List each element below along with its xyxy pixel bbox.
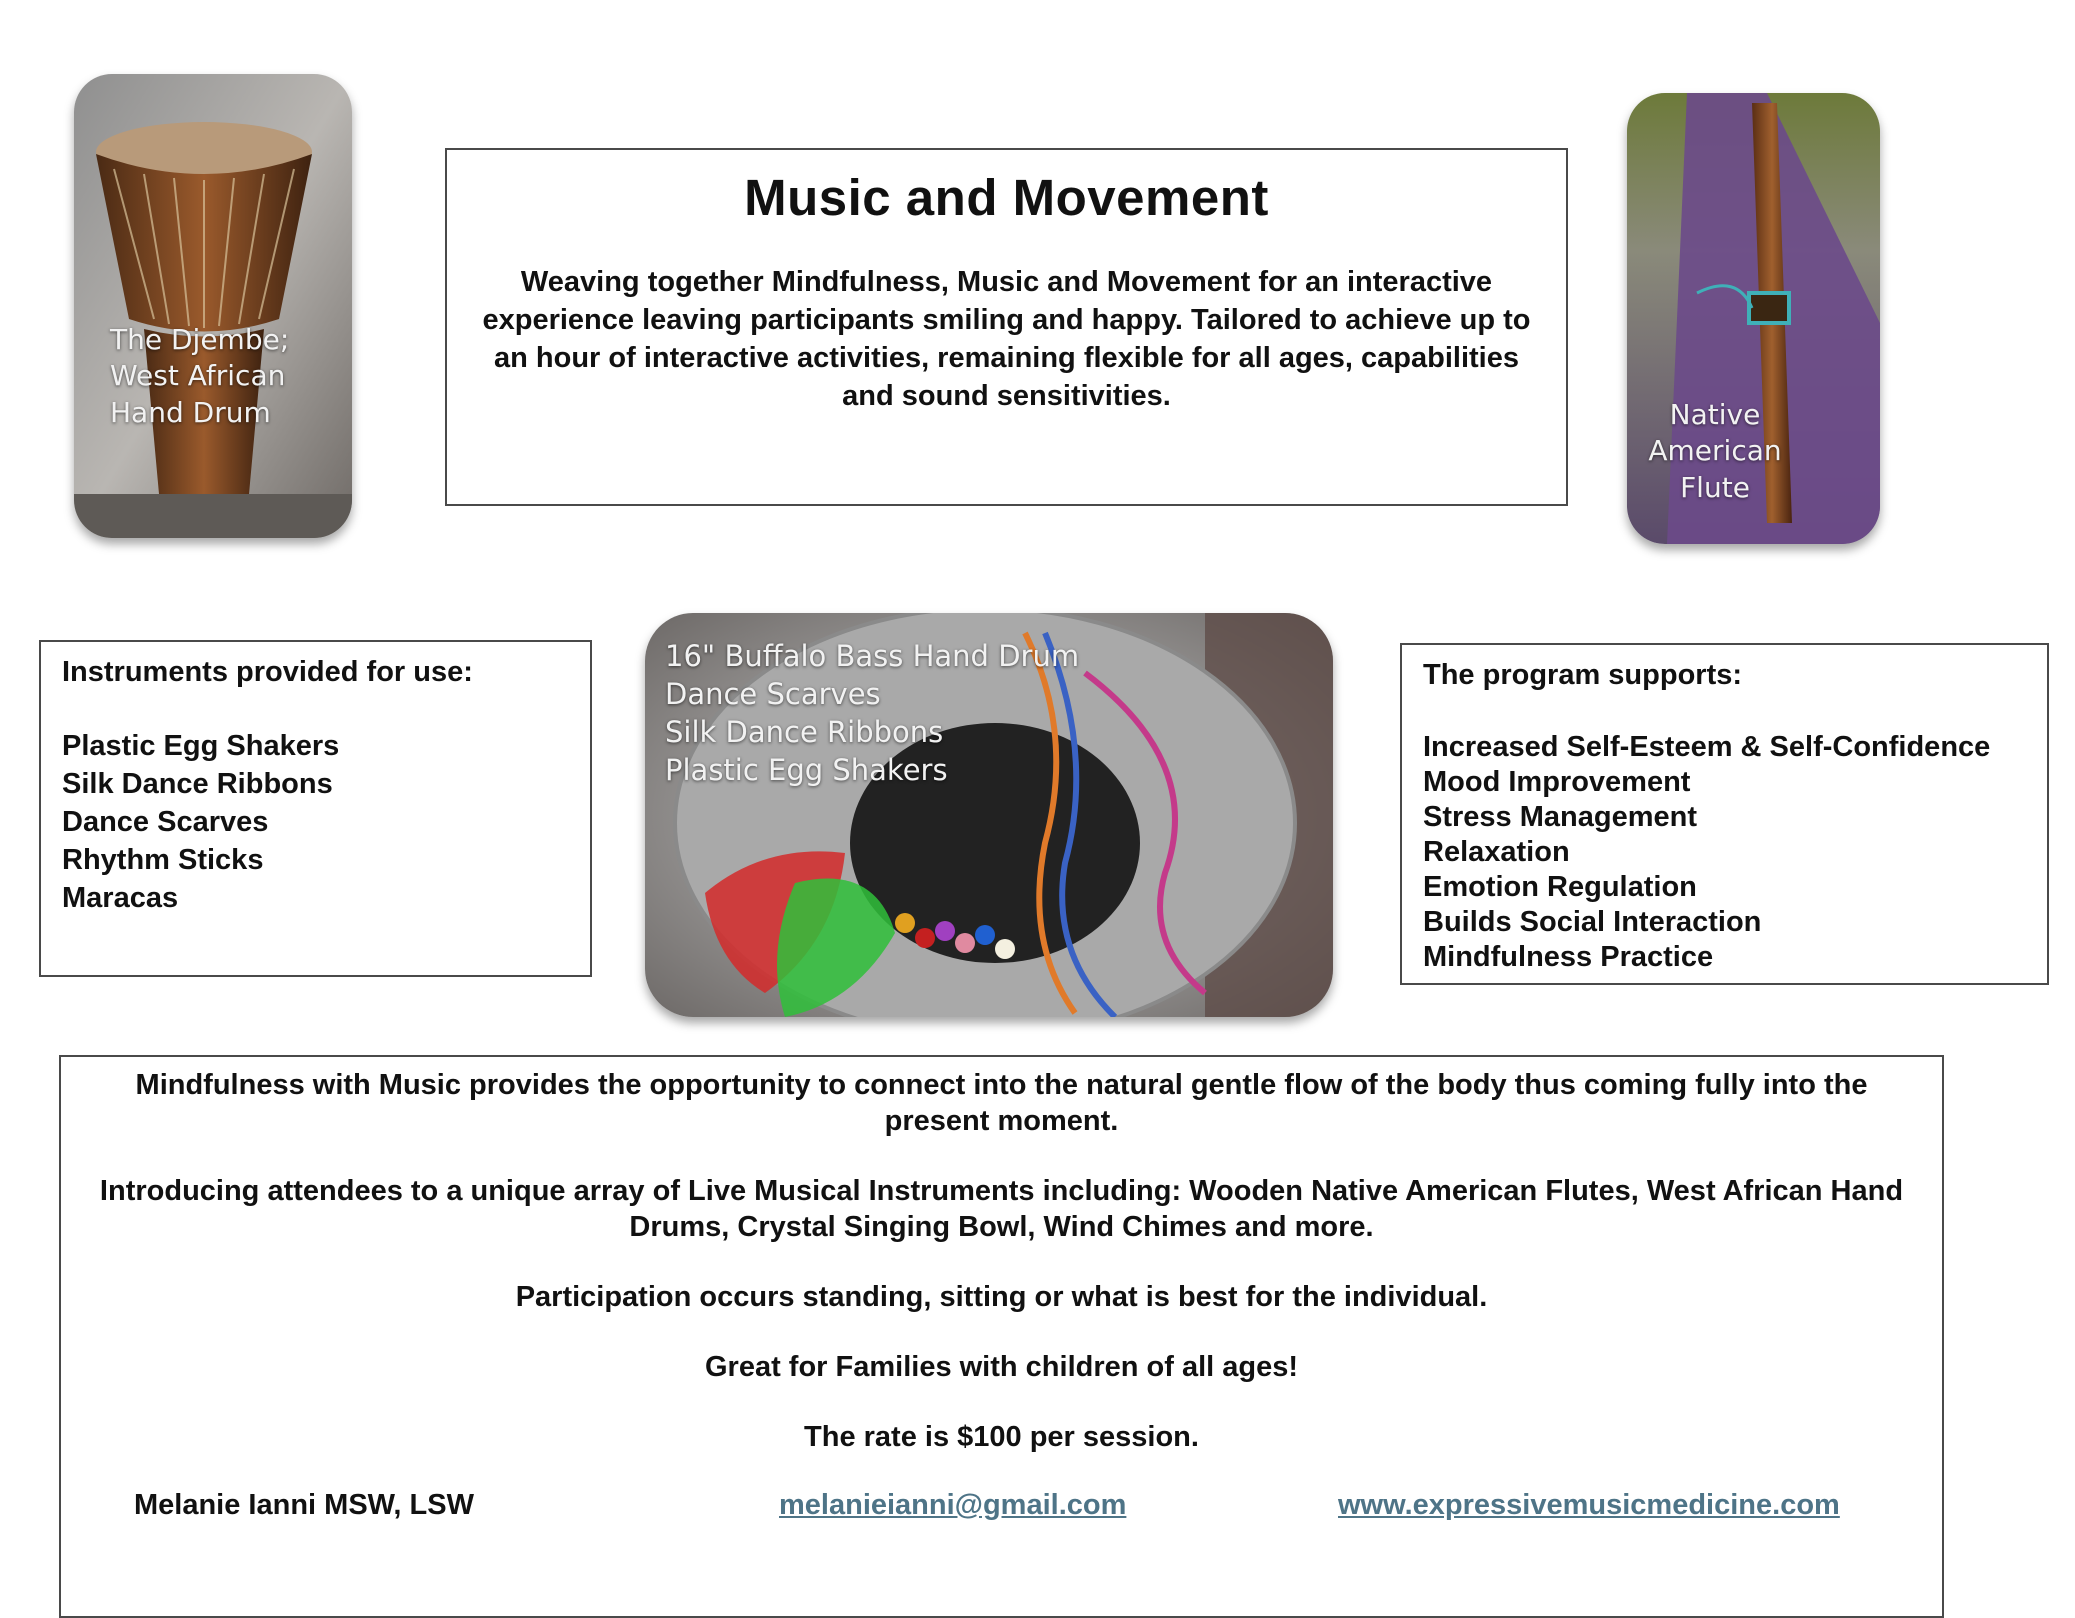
info-paragraph-participation: Participation occurs standing, sitting or what is best for the individual. <box>515 1281 1488 1313</box>
instruments-heading: Instruments provided for use: <box>62 656 473 688</box>
buffalo-drum-photo <box>645 613 1333 1017</box>
info-paragraph-instruments: Introducing attendees to a unique array of Live Musical Instruments including: Wooden Native American Flutes, West African Hand Drums, Crystal Singing Bowl, Wind Chimes and more. <box>99 1175 1904 1243</box>
buffalo-caption-line: Silk Dance Ribbons <box>665 715 944 749</box>
supports-list <box>1423 730 2047 975</box>
list-item: Relaxation <box>1423 836 1570 868</box>
supports-box <box>1400 643 2049 985</box>
list-item: Emotion Regulation <box>1423 871 1697 903</box>
list-item: Increased Self-Esteem & Self-Confidence <box>1423 731 1991 763</box>
instruments-box <box>39 640 592 977</box>
list-item: Maracas <box>62 882 179 914</box>
title-box <box>445 148 1568 506</box>
website-link[interactable]: www.expressivemusicmedicine.com <box>1338 1489 1840 1521</box>
buffalo-drum-caption <box>665 637 1079 789</box>
list-item: Rhythm Sticks <box>62 844 264 876</box>
intro-text: Weaving together Mindfulness, Music and Movement for an interactive experience leaving participants smiling and happy. Tailored to achieve up to an hour of interactive activities, remaining flexible for all ages, capabilities and sound sensitivities. <box>482 266 1531 412</box>
list-item: Dance Scarves <box>62 806 269 838</box>
info-paragraph-families: Great for Families with children of all ages! <box>704 1351 1299 1383</box>
flute-photo <box>1627 93 1880 544</box>
instruments-list <box>62 727 590 917</box>
info-paragraph-rate: The rate is $100 per session. <box>804 1421 1199 1453</box>
list-item: Silk Dance Ribbons <box>62 768 333 800</box>
djembe-photo <box>74 74 352 538</box>
info-paragraph-mindfulness: Mindfulness with Music provides the opportunity to connect into the natural gentle flow of the body thus coming fully into the present moment. <box>135 1069 1868 1137</box>
buffalo-caption-line: Plastic Egg Shakers <box>665 753 948 787</box>
flute-caption-line: Native <box>1669 398 1761 431</box>
flute-caption-line: Flute <box>1680 470 1750 504</box>
flute-caption-line: American <box>1648 434 1782 468</box>
list-item: Plastic Egg Shakers <box>62 730 340 762</box>
djembe-caption-line: West African <box>110 359 286 393</box>
list-item: Stress Management <box>1423 801 1697 833</box>
email-link[interactable]: melanieianni@gmail.com <box>779 1489 1127 1521</box>
flute-caption <box>1645 397 1785 506</box>
page-title: Music and Movement <box>744 169 1269 226</box>
djembe-image <box>74 74 352 538</box>
djembe-caption-line: Hand Drum <box>110 395 271 429</box>
list-item: Mood Improvement <box>1423 766 1691 798</box>
contact-name: Melanie Ianni MSW, LSW <box>134 1489 474 1521</box>
buffalo-caption-line: 16" Buffalo Bass Hand Drum <box>665 639 1080 673</box>
djembe-caption <box>110 322 289 431</box>
buffalo-caption-line: Dance Scarves <box>665 677 881 711</box>
info-box <box>59 1055 1944 1618</box>
list-item: Builds Social Interaction <box>1423 906 1762 938</box>
list-item: Mindfulness Practice <box>1423 941 1714 973</box>
djembe-caption-line: The Djembe; <box>110 323 290 356</box>
supports-heading: The program supports: <box>1423 659 1743 691</box>
